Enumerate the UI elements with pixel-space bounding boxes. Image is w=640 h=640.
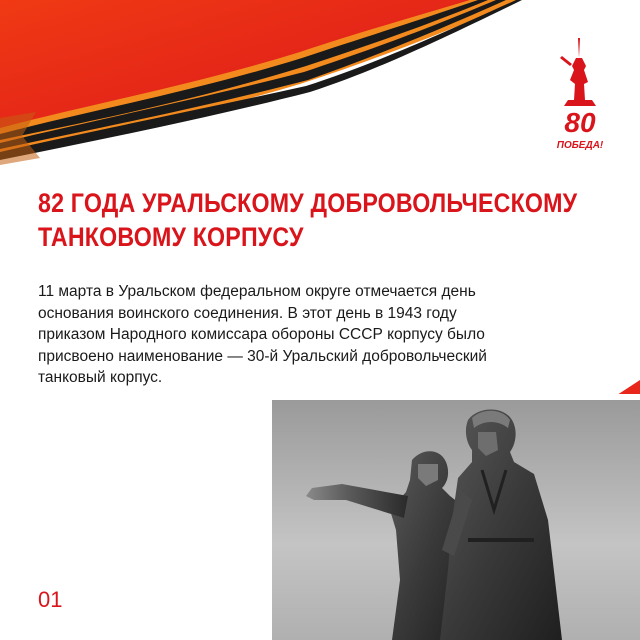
title-line-1: 82 ГОДА УРАЛЬСКОМУ ДОБРОВОЛЬЧЕСКОМУ [38, 188, 578, 218]
body-line: 11 марта в Уральском федеральном округе отмечается день [38, 283, 476, 300]
monument-photo [266, 394, 640, 640]
body-line: приказом Народного комиссара обороны СССР корпусу было [38, 326, 485, 343]
title-line-2: ТАНКОВОМУ КОРПУСУ [38, 222, 304, 252]
page-number: 01 [38, 587, 63, 612]
svg-text:80: 80 [564, 107, 596, 138]
body-line: присвоено наименование — 30-й Уральский добровольческий [38, 347, 487, 365]
svg-text:ПОБЕДА!: ПОБЕДА! [556, 140, 604, 151]
motherland-statue-icon [548, 36, 612, 156]
victory-80-logo [548, 36, 612, 156]
body-line: танковый корпус. [38, 369, 163, 386]
body-line: основания воинского соединения. В этот день в 1943 году [38, 304, 457, 322]
page-title [38, 186, 578, 254]
monument-sculpture-image [272, 400, 640, 640]
body-paragraph [38, 281, 628, 389]
